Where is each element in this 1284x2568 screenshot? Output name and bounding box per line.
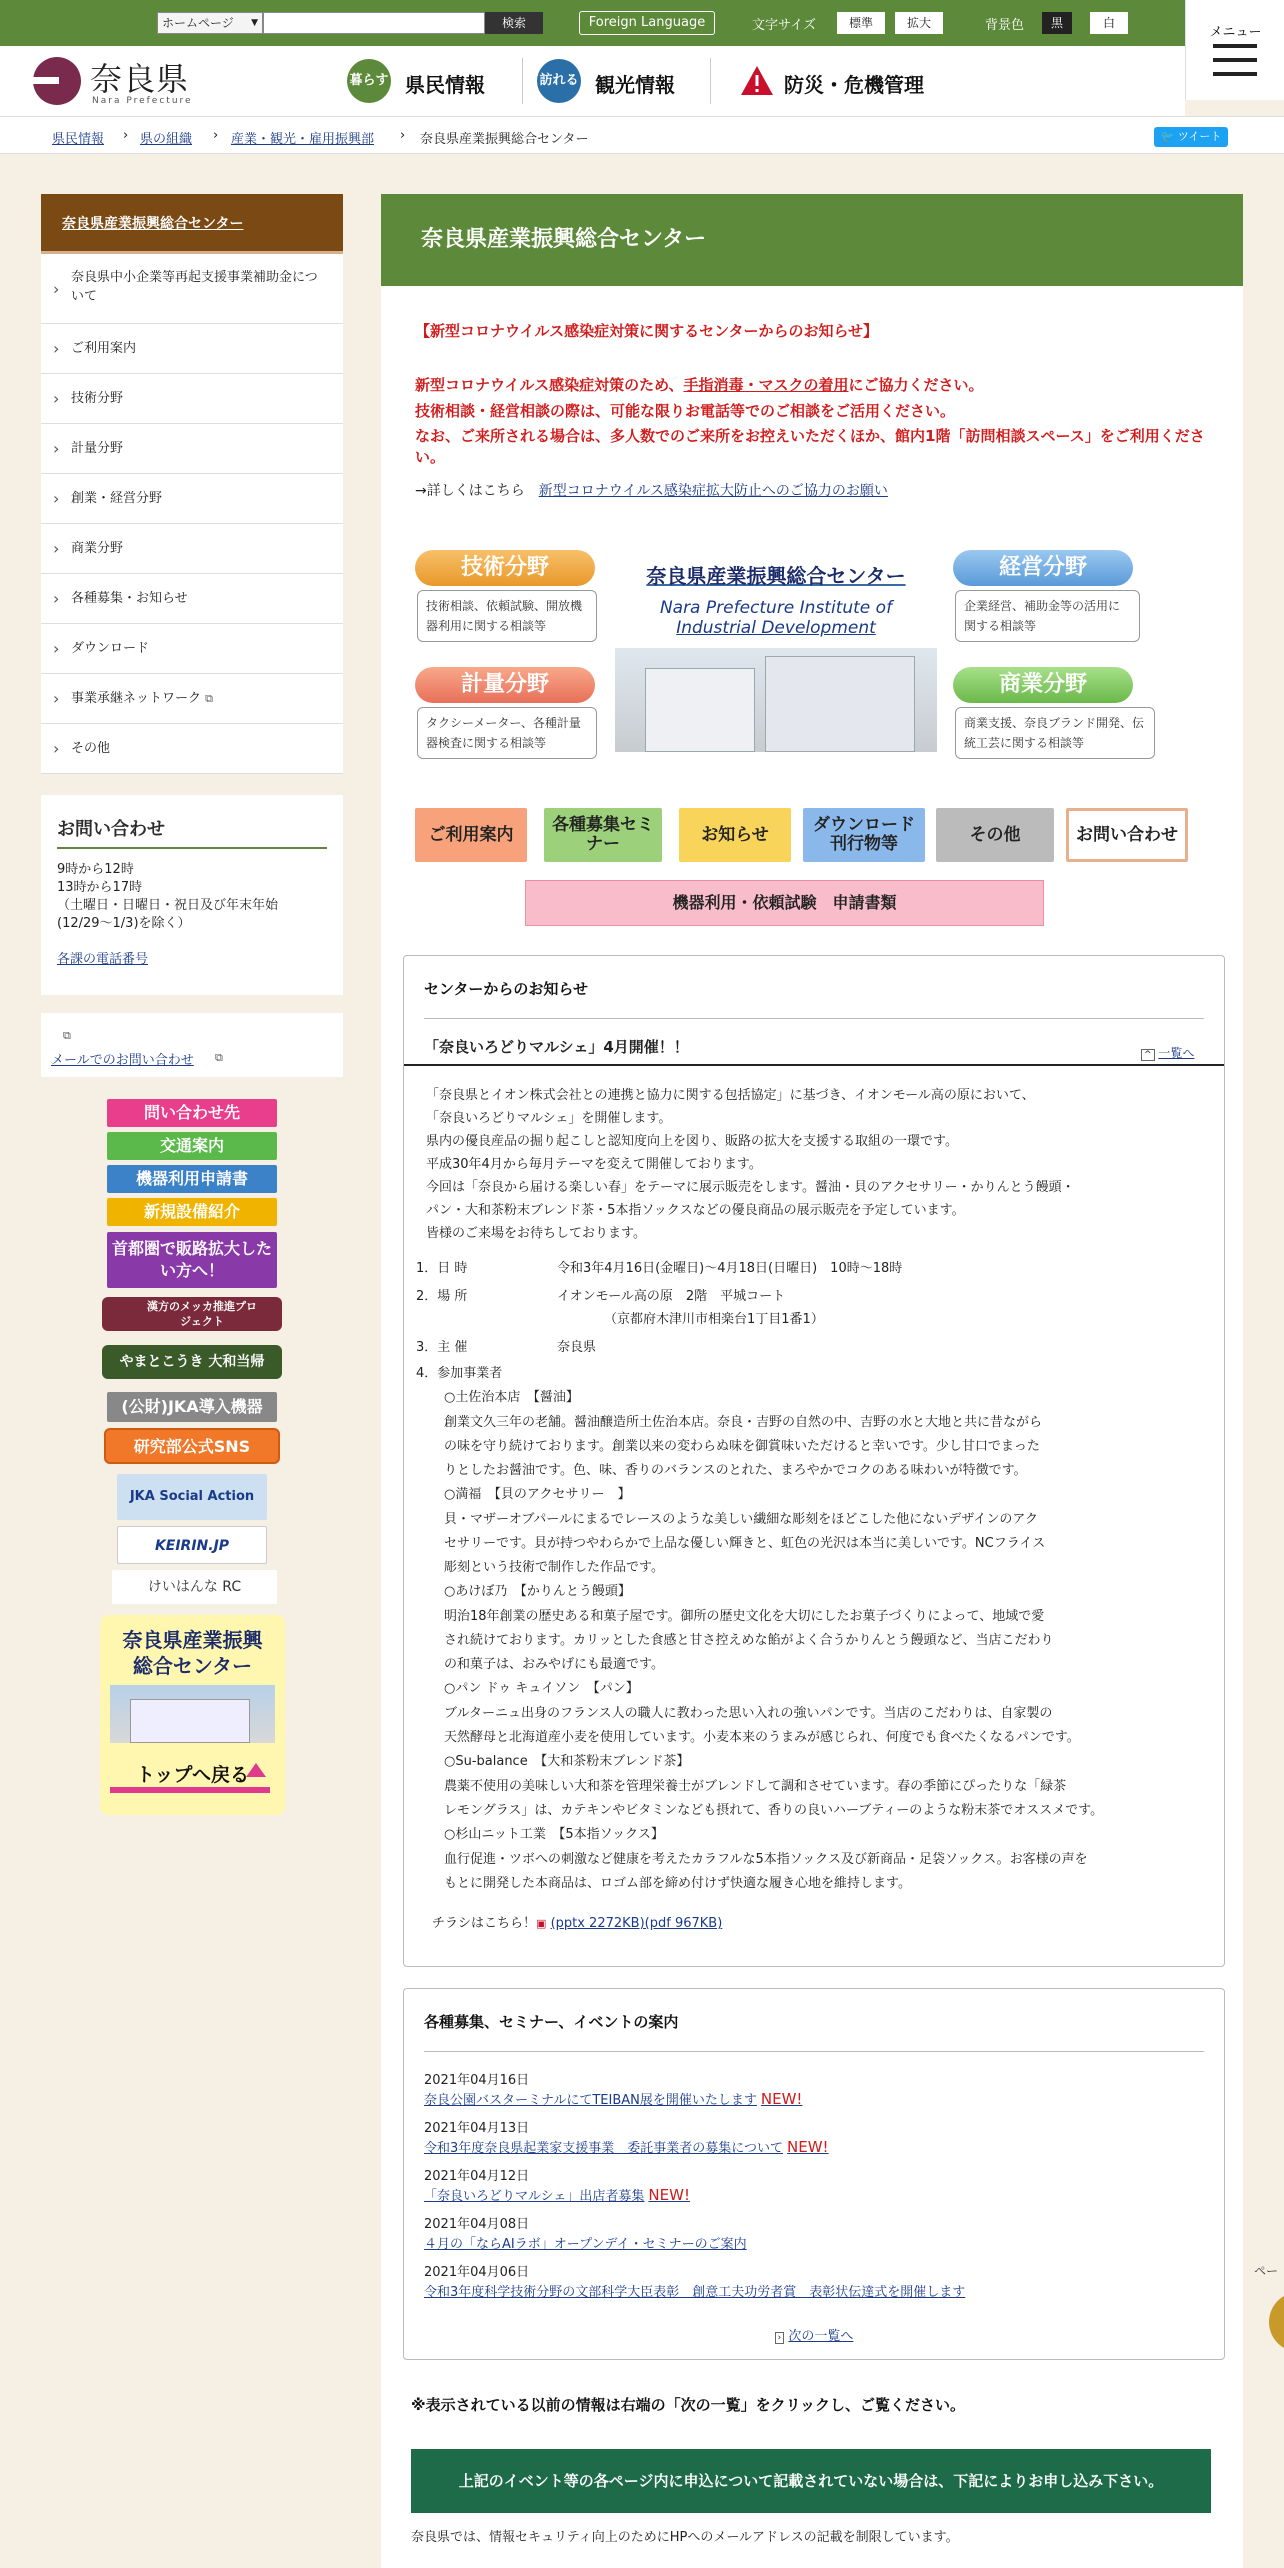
banner-research-sns[interactable]: 研究部公式SNS <box>104 1428 280 1464</box>
building-image <box>110 1685 275 1743</box>
banner-center-name: 奈良県産業振興総合センター <box>122 1628 263 1678</box>
event-item-key: 4．参加事業者 <box>416 1366 503 1381</box>
notice-body-line: 平成30年4月から毎月テーマを変えて開催しております。 <box>426 1157 762 1172</box>
event-date: 2021年04月08日 <box>424 2217 530 2232</box>
sidebar-item-measurement[interactable]: › 計量分野 <box>41 424 343 474</box>
back-to-top-label: トップへ戻る <box>135 1764 250 1786</box>
sidebar-item-subsidy[interactable]: › 奈良県中小企業等再起支援事業補助金について <box>41 254 343 324</box>
category-commerce-desc: 商業支援、奈良ブランド開発、伝統工芸に関する相談等 <box>955 707 1155 759</box>
vendor-description: の味を守り続けております。創業以来の変わらぬ味を御賞味いただけると幸いです。少し甘口でまった <box>444 1439 1040 1454</box>
font-size-large-button[interactable]: 拡大 <box>895 12 943 34</box>
menu-button[interactable] <box>1185 0 1284 100</box>
banner-access[interactable]: 交通案内 <box>107 1132 277 1160</box>
notice-body-line: 「奈良いろどりマルシェ」を開催します。 <box>426 1111 672 1126</box>
bg-white-button[interactable]: 白 <box>1090 12 1128 34</box>
site-header <box>0 46 1185 116</box>
category-measurement-title[interactable]: 計量分野 <box>415 667 595 703</box>
covid-text: 新型コロナウイルス感染症対策のため、 <box>415 376 684 394</box>
banner-new-equipment[interactable]: 新規設備紹介 <box>107 1198 277 1226</box>
vendor-description: ブルターニュ出身のフランス人の職人に教わった思い入れの強いパンです。当店のこだわりは、自家製の <box>444 1706 1053 1721</box>
sidebar-item-technology[interactable]: › 技術分野 <box>41 374 343 424</box>
vendor-name: ○杉山ニット工業 【5本指ソックス】 <box>444 1827 664 1842</box>
banner-yamato-touki[interactable]: やまとこうき 大和当帰 <box>102 1345 282 1379</box>
category-management-desc: 企業経営、補助金等の活用に関する相談等 <box>955 590 1140 642</box>
vendor-description: 血行促進・ツボへの刺激など健康を考えたカラフルな5本指ソックス及び新商品・足袋ソックス。お客様の声を <box>444 1852 1088 1867</box>
sidebar-item-notices[interactable]: › 各種募集・お知らせ <box>41 574 343 624</box>
next-list-text: 次の一覧へ <box>788 2329 854 2344</box>
events-next-link[interactable] <box>404 2325 1224 2344</box>
site-select[interactable]: ホームページ ▼ <box>157 12 263 34</box>
sidebar-item-management[interactable]: › 創業・経営分野 <box>41 474 343 524</box>
event-title: ４月の「ならAIラボ」オープンデイ・セミナーのご案内 <box>424 2237 747 2252</box>
quick-other-button[interactable]: その他 <box>936 808 1054 862</box>
breadcrumb-current: 奈良県産業振興総合センター <box>420 132 589 147</box>
sidebar-item-guide[interactable]: › ご利用案内 <box>41 324 343 374</box>
divider <box>424 2051 1204 2052</box>
arrow-up-icon <box>110 1787 270 1793</box>
contact-title: お問い合わせ <box>57 815 327 849</box>
vendor-description: 彫刻という技術で制作した作品です。 <box>444 1560 664 1575</box>
contact-hours: （土曜日・日曜日・祝日及び年末年始 <box>57 898 279 913</box>
covid-heading: 【新型コロナウイルス感染症対策に関するセンターからのお知らせ】 <box>415 322 879 340</box>
covid-more-link[interactable]: 新型コロナウイルス感染症拡大防止へのご協力のお願い <box>538 483 888 499</box>
contact-hours: 13時から17時 <box>57 880 143 895</box>
event-item-value: 令和3年4月16日(金曜日)～4月18日(日曜日) 10時～18時 <box>557 1261 903 1276</box>
center-en-line1: Nara Prefecture Institute of <box>659 598 893 618</box>
banner-contact[interactable]: 問い合わせ先 <box>107 1099 277 1127</box>
search-input[interactable] <box>263 12 485 34</box>
new-badge: NEW! <box>648 2186 690 2204</box>
flyer-download-link[interactable]: (pptx 2272KB)(pdf 967KB) <box>550 1916 723 1931</box>
notice-list-link[interactable] <box>1141 1044 1194 1061</box>
font-size-standard-button[interactable]: 標準 <box>837 12 885 34</box>
vendor-description: もとに開発した本商品は、ロゴム部を締め付けず快適な履き心地を維持します。 <box>444 1876 911 1891</box>
vendor-description: 貝・マザーオブパールにまるでレースのような美しい繊細な彫刻をほどこした他にないデザインのアク <box>444 1512 1038 1527</box>
arrow-up-box-icon: ^ <box>1141 1049 1155 1061</box>
chevron-down-icon: ▼ <box>251 18 258 28</box>
notice-body-line: 皆様のご来場をお待ちしております。 <box>426 1226 646 1241</box>
event-link[interactable] <box>424 2233 747 2252</box>
vendor-description: レモングラス」は、カテキンやビタミンなども摂れて、香りの良いハーブティーのような粉末茶でオススメです。 <box>444 1803 1104 1818</box>
breadcrumb-link[interactable]: 県の組織 <box>140 132 193 147</box>
nara-logo-icon[interactable] <box>33 57 81 105</box>
breadcrumb-separator: › <box>213 128 219 143</box>
warning-icon <box>740 64 774 98</box>
notice-body-line: 県内の優良産品の掘り起こしと認知度向上を図り、販路の拡大を支援する取組の一環です。 <box>426 1134 958 1149</box>
breadcrumb-link[interactable]: 県民情報 <box>52 132 105 147</box>
vendor-name: ○土佐治本店 【醤油】 <box>444 1390 579 1405</box>
hamburger-bar <box>1213 58 1257 62</box>
covid-line: 技術相談・経営相談の際は、可能な限りお電話等でのご相談をご活用ください。 <box>415 402 956 420</box>
covid-line <box>415 374 984 395</box>
vendor-description: 農薬不使用の美味しい大和茶を管理栄養士がブレンドして調和させています。春の季節にぴったりな「緑茶 <box>444 1779 1067 1794</box>
page-title: 奈良県産業振興総合センター <box>381 194 1243 286</box>
sidebar-item-succession[interactable] <box>41 674 343 724</box>
notice-title: 「奈良いろどりマルシェ」4月開催！！ <box>424 1038 689 1056</box>
event-item-key: 3．主 催 <box>416 1340 468 1355</box>
quick-contact-button[interactable]: お問い合わせ <box>1066 808 1188 862</box>
banner-keirin-jp[interactable]: KEIRIN.JP <box>117 1526 267 1564</box>
banner-tokyo-market[interactable]: 首都圏で販路拡大したい方へ！ <box>107 1232 277 1288</box>
center-en-line2: Industrial Development <box>676 618 876 638</box>
external-link-icon: ⧉ <box>215 1051 223 1064</box>
quick-download-button[interactable]: ダウンロード刊行物等 <box>803 808 925 862</box>
contact-hours: 9時から12時 <box>57 862 134 877</box>
event-link[interactable] <box>424 2089 802 2108</box>
sidebar-nav <box>41 194 343 774</box>
search-button[interactable]: 検索 <box>485 12 543 34</box>
event-item-key: 1．日 時 <box>416 1261 468 1276</box>
tweet-label: ツイート <box>1177 130 1222 143</box>
event-title: 奈良公園バスターミナルにてTEIBAN展を開催いたします <box>424 2093 757 2108</box>
flyer-label: チラシはこちら！ <box>432 1916 537 1931</box>
banner-equipment-form[interactable]: 機器利用申請書 <box>107 1165 277 1193</box>
external-link-icon: ⧉ <box>205 692 214 705</box>
notice-body-line: 今回は「奈良から届ける楽しい春」をテーマに展示販売をします。醤油・貝のアクセサリー・かりんとう饅頭・ <box>426 1180 1075 1195</box>
tweet-button[interactable] <box>1154 127 1228 147</box>
event-date: 2021年04月16日 <box>424 2073 530 2088</box>
category-technology-desc: 技術相談、依頼試験、開放機器利用に関する相談等 <box>417 590 597 642</box>
divider <box>424 1018 1204 1019</box>
notice-body-line: 「奈良県とイオン株式会社との連携と協力に関する包括協定」に基づき、イオンモール高の原において、 <box>426 1088 1035 1103</box>
sidebar-item-commerce[interactable]: › 商業分野 <box>41 524 343 574</box>
event-link[interactable] <box>424 2185 690 2204</box>
event-date: 2021年04月06日 <box>424 2265 530 2280</box>
vendor-description: りとしたお醤油です。色、味、香りのバランスのとれた、まろやかでコクのある味わいが特徴です。 <box>444 1463 1027 1478</box>
nav-label: 県民情報 <box>405 73 485 97</box>
sidebar-title[interactable] <box>41 194 343 254</box>
mail-contact-box <box>41 1013 343 1077</box>
site-logo-sub: Nara Prefecture <box>92 96 193 106</box>
arrow-head <box>246 1763 266 1777</box>
event-link[interactable] <box>424 2137 829 2156</box>
category-commerce-title[interactable]: 商業分野 <box>953 667 1133 703</box>
nav-divider <box>522 58 523 104</box>
contact-hours: (12/29～1/3)を除く） <box>57 916 191 931</box>
center-name-graphic: 奈良県産業振興総合センター <box>646 564 906 588</box>
event-date: 2021年04月13日 <box>424 2121 530 2136</box>
sidebar-item-download[interactable]: › ダウンロード <box>41 624 343 674</box>
older-info-note: ※表示されている以前の情報は右端の「次の一覧」をクリックし、ご覧ください。 <box>411 2396 965 2414</box>
banner-jka-social-action[interactable]: JKA Social Action <box>117 1474 267 1520</box>
covid-line: なお、ご来所される場合は、多人数でのご来所をお控えいただくほか、館内1階「訪問相談スペース」をご利用ください。 <box>415 427 1205 466</box>
banner-keihanna-rc[interactable]: けいはんな RC <box>112 1570 277 1604</box>
center-building-photo <box>615 648 937 752</box>
vendor-description: 天然酵母と北海道産小麦を使用しています。小麦本来のうまみが感じられ、何度でも食べたくなるパンです。 <box>444 1730 1080 1745</box>
vendor-name: ○Su-balance 【大和茶粉末ブレンド茶】 <box>444 1754 690 1769</box>
breadcrumb <box>0 116 1284 154</box>
font-size-label: 文字サイズ <box>752 18 816 33</box>
chevron-right-icon: › <box>775 2332 785 2344</box>
vendor-description: セサリーです。貝が持つやわらかで上品な優しい輝きと、虹色の光沢は本当に美しいです。NCフライス <box>444 1536 1046 1551</box>
event-title: 令和3年度科学技術分野の文部科学大臣表彰 創意工夫功労者賞 表彰状伝達式を開催します <box>424 2285 966 2300</box>
nav-label: 観光情報 <box>595 73 675 97</box>
breadcrumb-separator: › <box>123 128 129 143</box>
contact-panel <box>41 795 343 995</box>
banner-jka-equipment[interactable]: (公財)JKA導入機器 <box>107 1392 277 1422</box>
external-link-icon: ⧉ <box>63 1029 71 1042</box>
banner-kampo-project[interactable]: 漢方のメッカ推進プロジェクト <box>102 1297 282 1331</box>
banner-back-to-top[interactable] <box>100 1615 285 1815</box>
event-date: 2021年04月12日 <box>424 2169 530 2184</box>
site-logo-text[interactable]: 奈良県 <box>90 60 190 98</box>
event-title: 「奈良いろどりマルシェ」出店者募集 <box>424 2189 645 2204</box>
category-technology-title[interactable]: 技術分野 <box>415 550 595 586</box>
list-link-text: 一覧へ <box>1158 1046 1195 1060</box>
vendor-description: 明治18年創業の歴史ある和菓子屋です。御所の歴史文化を大切にしたお菓子づくりによって、地域で愛 <box>444 1609 1045 1624</box>
application-notice-box: 上記のイベント等の各ページ内に申込について記載されていない場合は、下記によりお申し込み下さい。 <box>411 2449 1211 2513</box>
vendor-name: ○満福 【貝のアクセサリー 】 <box>444 1487 631 1502</box>
top-utility-bar <box>0 0 1284 46</box>
notice-box <box>403 955 1225 1967</box>
new-badge: NEW! <box>787 2138 829 2156</box>
divider <box>404 1064 1224 1066</box>
quick-recruitment-button[interactable]: 各種募集セミナー <box>544 808 662 862</box>
mail-contact-link[interactable]: メールでのお問い合わせ <box>51 1053 194 1068</box>
covid-more-label: →詳しくはこちら <box>415 483 525 499</box>
event-item-value: 奈良県 <box>557 1340 597 1355</box>
notice-body-line: パン・大和茶粉末ブレンド茶・5本指ソックスなどの優良商品の展示販売を予定しています。 <box>426 1203 965 1218</box>
nav-label: 防災・危機管理 <box>784 73 924 97</box>
phone-numbers-link[interactable]: 各課の電話番号 <box>57 952 149 967</box>
bg-black-button[interactable]: 黒 <box>1042 12 1072 34</box>
vendor-description: の和菓子は、おみやげにも最適です。 <box>444 1657 664 1672</box>
page-top-button[interactable] <box>1269 2292 1284 2352</box>
covid-emphasis: 手指消毒・マスクの着用 <box>683 376 849 394</box>
notice-heading: センターからのお知らせ <box>424 980 588 998</box>
covid-text: にご協力ください。 <box>848 376 984 394</box>
otozureru-icon: 訪れる <box>537 59 581 103</box>
sidebar-title-text: 奈良県産業振興総合センター <box>62 216 244 232</box>
new-badge: NEW! <box>760 2090 803 2108</box>
vendor-description: 創業文久三年の老舗。醤油醸造所土佐治本店。奈良・吉野の自然の中、吉野の水と大地と共に昔ながら <box>444 1415 1043 1430</box>
event-item-value: （京都府木津川市相楽台1丁目1番1） <box>604 1312 824 1327</box>
event-item-value: イオンモール高の原 2階 平城コート <box>557 1289 786 1304</box>
category-map <box>415 550 1205 770</box>
breadcrumb-separator: › <box>400 128 406 143</box>
category-measurement-desc: タクシーメーター、各種計量器検査に関する相談等 <box>417 707 597 759</box>
quick-guide-button[interactable]: ご利用案内 <box>415 808 527 862</box>
main-content <box>381 194 1243 2568</box>
bg-color-label: 背景色 <box>985 18 1025 33</box>
events-heading: 各種募集、セミナー、イベントの案内 <box>424 2013 679 2031</box>
file-icon: ▣ <box>536 1917 547 1930</box>
vendor-description: され続けております。カリッとした食感と甘さ控えめな餡がよく合うかりんとう饅頭など、当店こだわり <box>444 1633 1054 1648</box>
events-box <box>403 1988 1225 2360</box>
page-top-label[interactable]: ペー <box>1254 2264 1279 2278</box>
hamburger-bar <box>1213 72 1257 76</box>
sidebar-item-other[interactable]: › その他 <box>41 724 343 774</box>
flyer-line <box>432 1914 722 1934</box>
event-item-key: 2．場 所 <box>416 1289 468 1304</box>
event-title: 令和3年度奈良県起業家支援事業 委託事業者の募集について <box>424 2141 784 2156</box>
menu-label: メニュー <box>1209 25 1262 40</box>
category-management-title[interactable]: 経営分野 <box>953 550 1133 586</box>
event-link[interactable] <box>424 2281 965 2300</box>
kurasu-icon: 暮らす <box>347 59 391 103</box>
twitter-icon: 🐦 <box>1160 130 1175 143</box>
foreign-language-button[interactable]: Foreign Language <box>579 11 715 35</box>
application-forms-button[interactable]: 機器利用・依頼試験 申請書類 <box>525 880 1044 926</box>
vendor-name: ○あけぼ乃 【かりんとう饅頭】 <box>444 1584 631 1599</box>
nav-divider <box>710 58 711 104</box>
breadcrumb-link[interactable]: 産業・観光・雇用振興部 <box>231 132 375 147</box>
sidebar-item-label: 事業承継ネットワーク <box>71 691 202 706</box>
vendor-name: ○パン ドゥ キュイソン 【パン】 <box>444 1681 639 1696</box>
hamburger-icon <box>1213 44 1257 48</box>
covid-more <box>415 480 888 500</box>
quick-news-button[interactable]: お知らせ <box>679 808 791 862</box>
security-notice: 奈良県では、情報セキュリティ向上のためにHPへのメールアドレスの記載を制限しています。 <box>411 2530 959 2545</box>
